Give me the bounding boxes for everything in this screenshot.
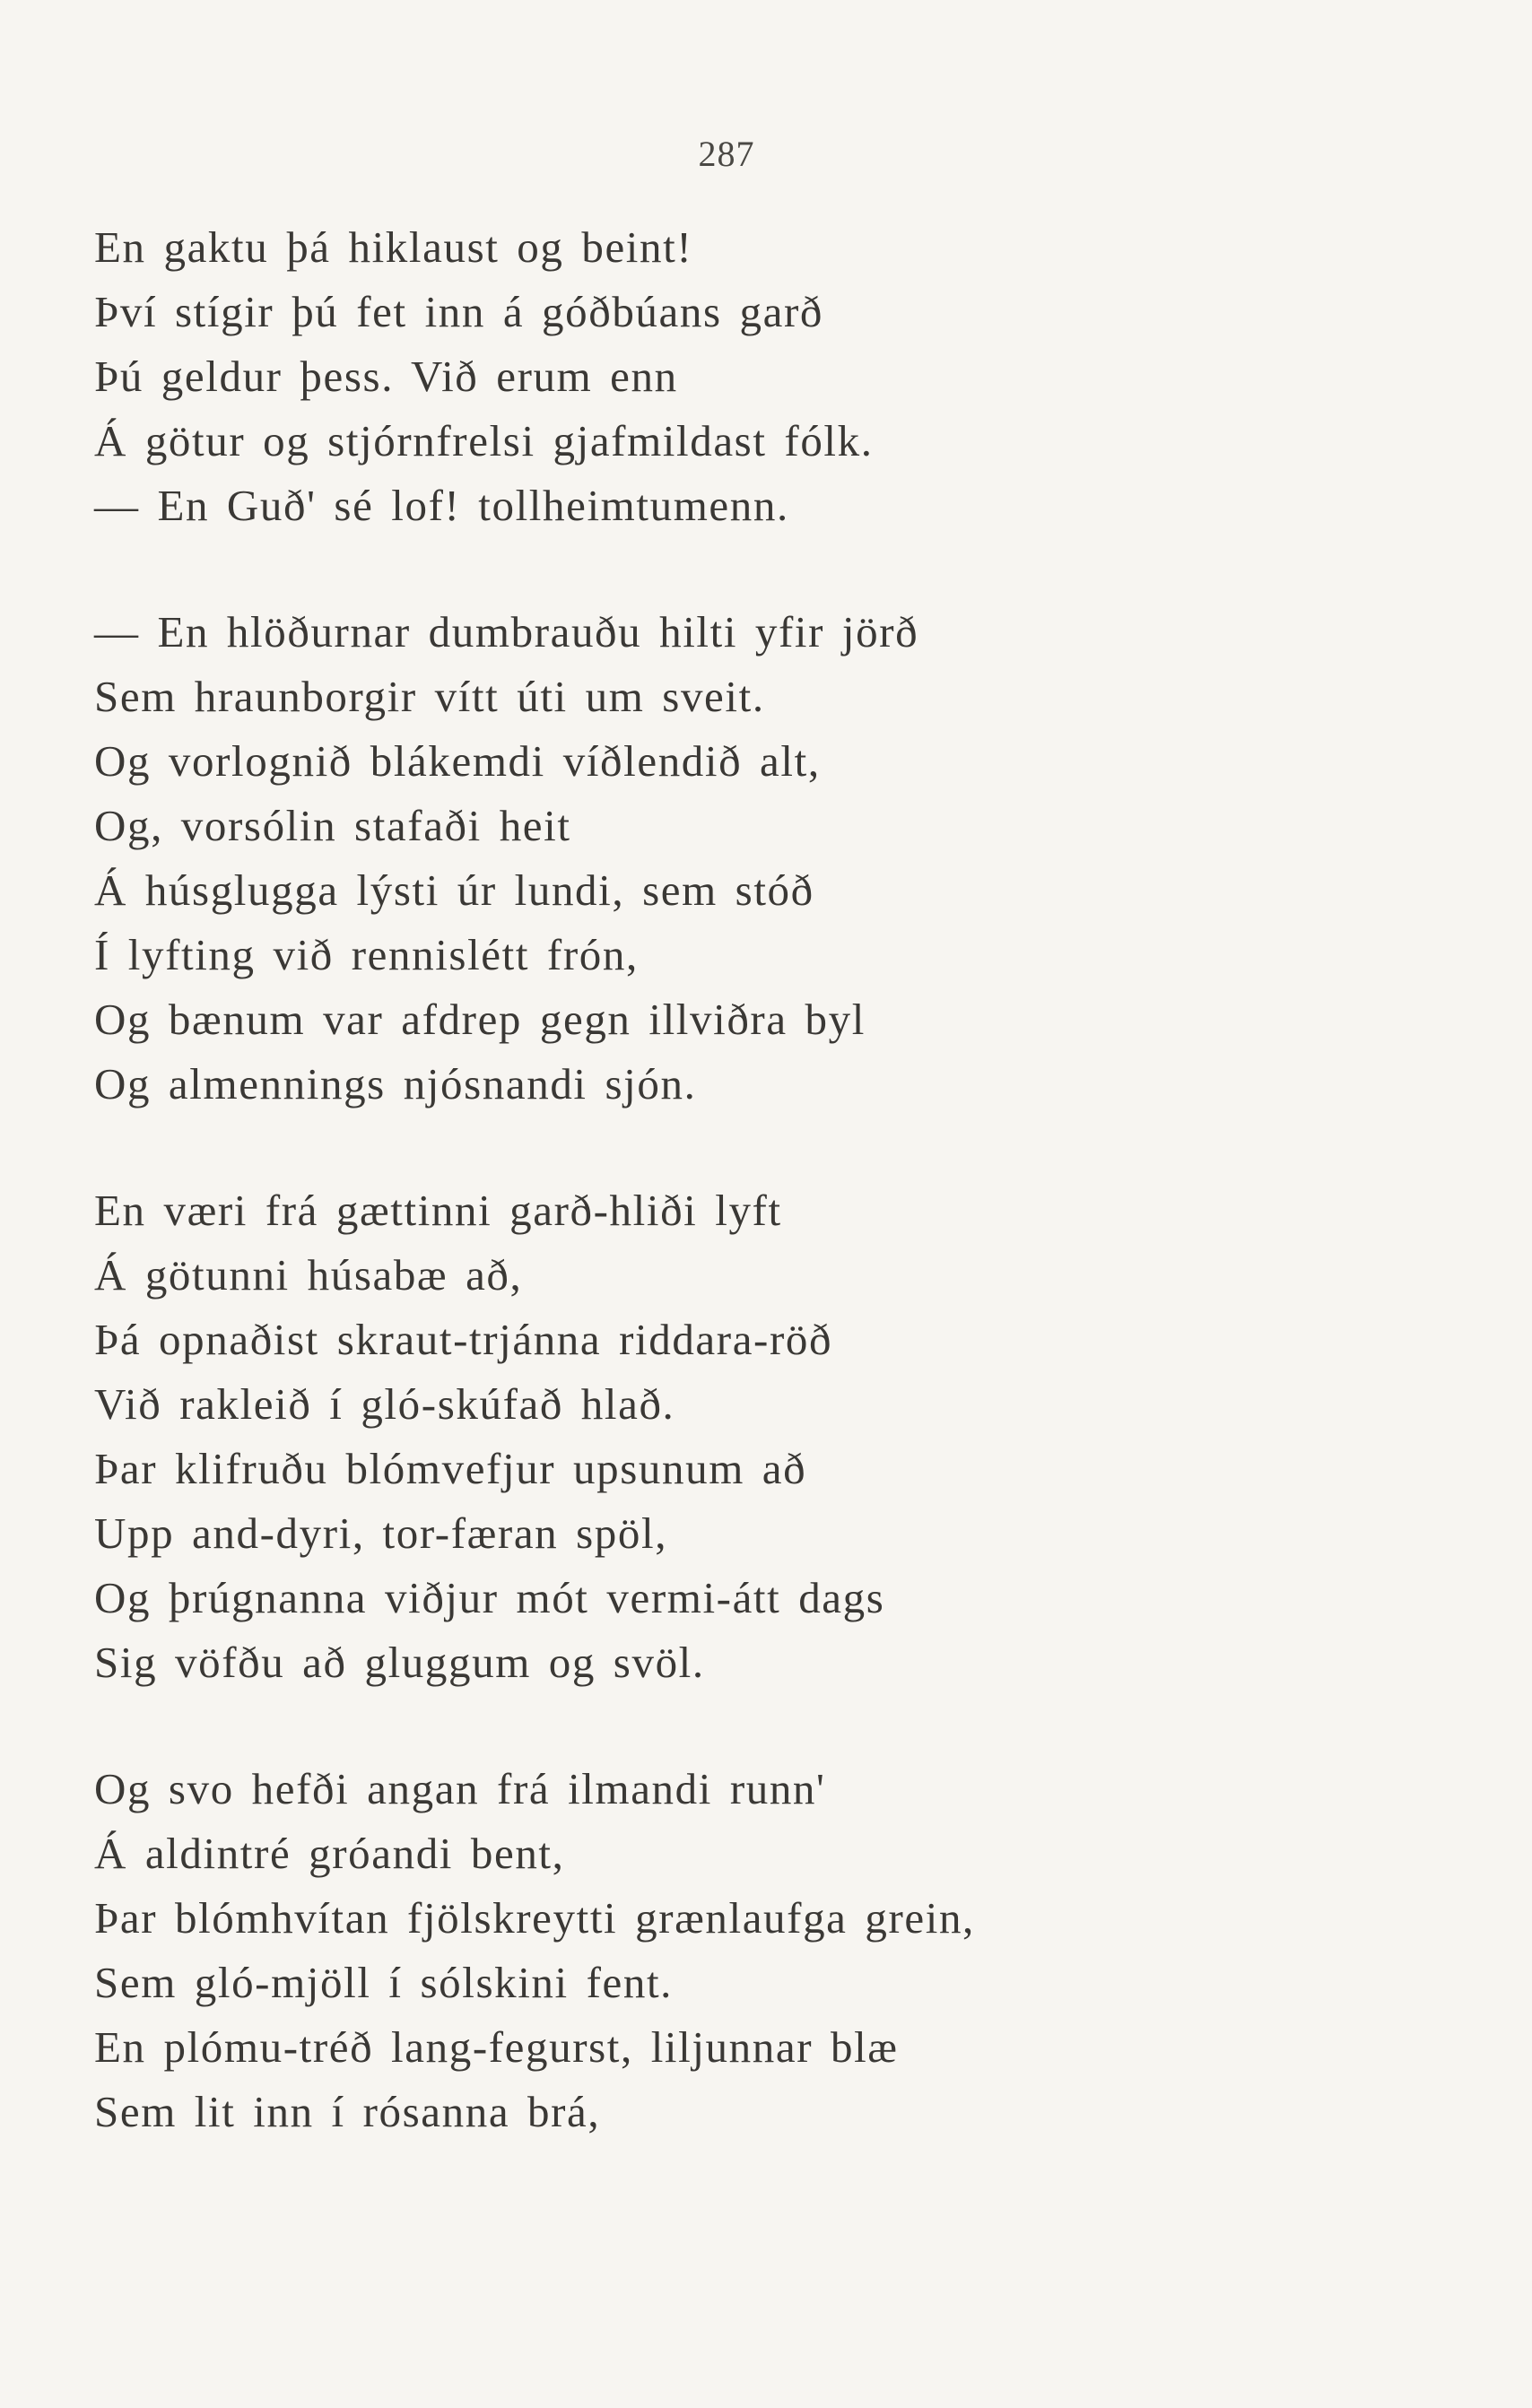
poem-line: Þar blómhvítan fjölskreytti grænlaufga grein, [94, 1893, 975, 1943]
poem-line: Á götunni húsabæ að, [94, 1250, 523, 1300]
poem-line: Þá opnaðist skraut-trjánna riddara-röð [94, 1315, 833, 1364]
poem-line: Þú geldur þess. Við erum enn [94, 352, 678, 401]
poem-line: Sem gló-mjöll í sólskini fent. [94, 1958, 674, 2007]
poem-line: En væri frá gættinni garð-hliði lyft [94, 1186, 782, 1235]
poem-line: Og bænum var afdrep gegn illviðra byl [94, 995, 866, 1044]
stanza-2 [94, 600, 1440, 1117]
poem-line: Og almennings njósnandi sjón. [94, 1059, 697, 1108]
poem-line: En gaktu þá hiklaust og beint! [94, 222, 693, 272]
poem-line: — En hlöðurnar dumbrauðu hilti yfir jörð [94, 607, 919, 656]
poem-line: Og svo hefði angan frá ilmandi runn' [94, 1764, 826, 1813]
poem-line: Því stígir þú fet inn á góðbúans garð [94, 287, 823, 336]
poem-line: Á húsglugga lýsti úr lundi, sem stóð [94, 865, 814, 915]
poem-line: Og vorlognið blákemdi víðlendið alt, [94, 736, 821, 786]
poem-line: Og þrúgnanna viðjur mót vermi-átt dags [94, 1573, 885, 1622]
poem-line: En plómu-tréð lang-fegurst, liljunnar blæ [94, 2022, 899, 2072]
stanza-4 [94, 1757, 1440, 2144]
stanza-1 [94, 215, 1440, 538]
poem-text [94, 215, 1440, 2206]
poem-line: Í lyfting við rennislétt frón, [94, 930, 639, 979]
poem-line: Þar klifruðu blómvefjur upsunum að [94, 1444, 807, 1493]
poem-line: Upp and-dyri, tor-færan spöl, [94, 1508, 668, 1558]
poem-line: Sem lit inn í rósanna brá, [94, 2087, 601, 2136]
poem-line: Sem hraunborgir vítt úti um sveit. [94, 672, 765, 721]
poem-line: Og, vorsólin stafaði heit [94, 801, 571, 850]
poem-line: — En Guð' sé lof! tollheimtumenn. [94, 481, 789, 530]
poem-line: Á götur og stjórnfrelsi gjafmildast fólk. [94, 416, 874, 465]
page-number: 287 [698, 134, 755, 174]
poem-line: Sig vöfðu að gluggum og svöl. [94, 1638, 705, 1687]
stanza-3 [94, 1178, 1440, 1695]
poem-line: Á aldintré gróandi bent, [94, 1829, 565, 1878]
poem-line: Við rakleið í gló-skúfað hlað. [94, 1379, 675, 1429]
